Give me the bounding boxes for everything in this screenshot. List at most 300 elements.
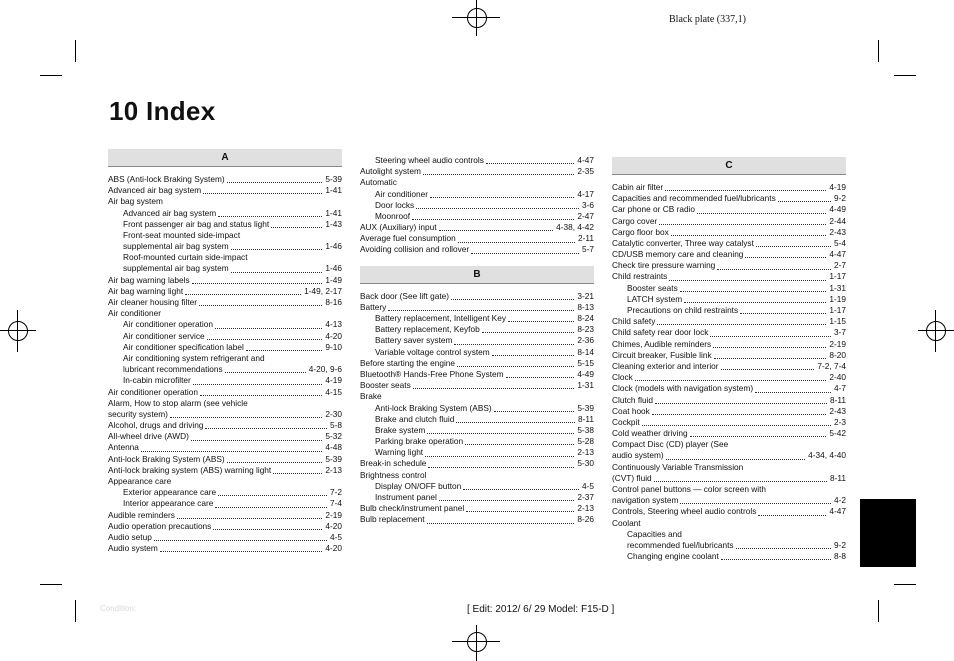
index-entry: Capacities and (627, 528, 682, 539)
dot-leader (273, 473, 322, 474)
dot-leader (213, 529, 322, 530)
index-entry (108, 487, 342, 498)
index-entry (612, 506, 846, 517)
entry-page: 5-39 (577, 402, 594, 413)
index-entry (108, 532, 342, 543)
dot-leader (755, 392, 831, 393)
entry-term: Air bag warning labels (108, 274, 190, 285)
index-entry (612, 305, 846, 316)
entry-page: 4-19 (829, 181, 846, 192)
entry-term: Interior appearance care (123, 498, 214, 509)
index-entry (108, 319, 342, 330)
entry-term: Steering wheel audio controls (375, 154, 484, 165)
entry-page: 2-19 (325, 509, 342, 520)
entry-term: Anti-lock Braking System (ABS) (108, 453, 225, 464)
dot-leader (486, 163, 575, 164)
index-entry (360, 222, 594, 233)
index-entry (360, 414, 594, 425)
registration-mark (0, 330, 36, 331)
index-entry (108, 174, 342, 185)
index-entry (612, 339, 846, 350)
entry-term: Child restraints (612, 271, 668, 282)
crop-mark (40, 584, 62, 585)
dot-leader (721, 369, 815, 370)
entry-page: 3-6 (582, 199, 594, 210)
index-entry (612, 182, 846, 193)
dot-leader (388, 310, 574, 311)
entry-term: Brake and clutch fluid (375, 413, 455, 424)
dot-leader (207, 339, 323, 340)
registration-mark (918, 330, 954, 331)
dot-leader (721, 559, 831, 560)
dot-leader (778, 201, 831, 202)
entry-term: audio system) (612, 450, 664, 461)
entry-term: Circuit breaker, Fusible link (612, 349, 712, 360)
dot-leader (225, 372, 306, 373)
entry-page: 4-19 (325, 375, 342, 386)
dot-leader (416, 208, 579, 209)
entry-page: 4-15 (325, 386, 342, 397)
dot-leader (457, 366, 574, 367)
entry-term: ABS (Anti-lock Braking System) (108, 173, 225, 184)
entry-page: 5-4 (834, 237, 846, 248)
entry-term: Cleaning exterior and interior (612, 360, 719, 371)
dot-leader (185, 294, 301, 295)
section-header-c: C (612, 157, 846, 175)
entry-page: 4-49 (829, 204, 846, 215)
index-entry (612, 272, 846, 283)
entry-page: 2-43 (829, 226, 846, 237)
entry-term: Bulb replacement (360, 514, 425, 525)
index-entry (612, 372, 846, 383)
dot-leader (642, 425, 831, 426)
index-entry (360, 503, 594, 514)
dot-leader (508, 321, 574, 322)
index-entry (108, 420, 342, 431)
dot-leader (745, 257, 826, 258)
entry-term: Car phone or CB radio (612, 204, 696, 215)
registration-mark (935, 310, 936, 352)
crop-mark (894, 75, 916, 76)
index-entry (612, 451, 846, 462)
entry-term: AUX (Auxiliary) input (360, 222, 437, 233)
dot-leader (652, 414, 827, 415)
dot-leader (690, 436, 827, 437)
dot-leader (423, 174, 575, 175)
dot-leader (177, 518, 323, 519)
index-entry (108, 510, 342, 521)
index-entry (612, 238, 846, 249)
dot-leader (160, 551, 323, 552)
dot-leader (635, 380, 827, 381)
index-entry (360, 324, 594, 335)
entry-term: Average fuel consumption (360, 233, 456, 244)
index-entry (612, 473, 846, 484)
entry-page: 8-23 (577, 324, 594, 335)
dot-leader (463, 489, 579, 490)
entry-term: Catalytic converter, Three way catalyst (612, 237, 754, 248)
dot-leader (740, 313, 826, 314)
dot-leader (203, 193, 322, 194)
entry-page: 8-26 (577, 514, 594, 525)
entry-term: In-cabin microfilter (123, 375, 191, 386)
entry-page: 2-3 (834, 416, 846, 427)
page-title: 10 Index (109, 96, 216, 126)
dot-leader (428, 467, 574, 468)
entry-page: 3-21 (577, 290, 594, 301)
index-entry (360, 189, 594, 200)
entry-page: 4-5 (330, 531, 342, 542)
dot-leader (736, 548, 831, 549)
edit-footer: [ Edit: 2012/ 6/ 29 Model: F15-D ] (467, 604, 615, 615)
dot-leader (506, 377, 575, 378)
index-entry (360, 313, 594, 324)
index-entry (360, 233, 594, 244)
entry-page: 5-8 (330, 420, 342, 431)
entry-term: Antenna (108, 442, 139, 453)
entry-page: 1-41 (325, 185, 342, 196)
entry-term: Audible reminders (108, 509, 175, 520)
index-entry: Continuously Variable Transmission (612, 461, 744, 472)
entry-term: Audio operation precautions (108, 520, 212, 531)
entry-term: Air conditioner service (123, 330, 205, 341)
entry-page: 1-31 (577, 380, 594, 391)
dot-leader (680, 503, 831, 504)
dot-leader (471, 253, 579, 254)
dot-leader (430, 197, 574, 198)
index-entry (612, 227, 846, 238)
dot-leader (669, 280, 826, 281)
dot-leader (494, 411, 575, 412)
crop-mark (75, 40, 76, 62)
entry-page: 7-4 (330, 498, 342, 509)
entry-page: 5-7 (582, 244, 594, 255)
registration-mark (17, 310, 18, 352)
entry-page: 8-13 (577, 301, 594, 312)
thumb-tab (860, 499, 916, 567)
entry-term: Controls, Steering wheel audio controls (612, 506, 757, 517)
dot-leader (710, 336, 831, 337)
entry-term: Check tire pressure warning (612, 260, 716, 271)
entry-term: (CVT) fluid (612, 472, 652, 483)
index-entry (360, 436, 594, 447)
entry-page: 2-11 (578, 233, 594, 244)
entry-page: 4-5 (582, 480, 594, 491)
entry-term: Parking brake operation (375, 436, 464, 447)
condition-label: Condition: (100, 604, 137, 613)
dot-leader (231, 249, 323, 250)
entry-term: Precautions on child restraints (627, 305, 739, 316)
index-entry (360, 291, 594, 302)
registration-mark (926, 321, 946, 341)
dot-leader (458, 242, 575, 243)
entry-term: Advanced air bag system (123, 207, 217, 218)
entry-term: Instrument panel (375, 492, 437, 503)
entry-list-a (108, 174, 342, 554)
index-column-3 (612, 157, 846, 562)
entry-term: supplemental air bag system (123, 263, 229, 274)
index-entry (360, 380, 594, 391)
plate-label: Black plate (337,1) (669, 14, 746, 25)
entry-page: 2-13 (325, 464, 342, 475)
entry-term: Air cleaner housing filter (108, 297, 198, 308)
index-entry (360, 481, 594, 492)
entry-page: 5-39 (325, 173, 342, 184)
entry-term: lubricant recommendations (123, 364, 223, 375)
entry-term: Air conditioner operation (123, 319, 213, 330)
entry-page: 4-20, 9-6 (308, 364, 342, 375)
dot-leader (717, 269, 831, 270)
index-entry: Automatic (360, 177, 397, 188)
dot-leader (192, 283, 323, 284)
index-entry (360, 302, 594, 313)
entry-page: 2-37 (577, 492, 594, 503)
entry-term: Capacities and recommended fuel/lubricants (612, 193, 776, 204)
entry-page: 2-19 (829, 338, 846, 349)
index-entry (360, 459, 594, 470)
index-entry (612, 283, 846, 294)
entry-term: Audio system (108, 543, 158, 554)
dot-leader (466, 511, 574, 512)
index-entry (108, 409, 342, 420)
entry-page: 8-14 (577, 346, 594, 357)
dot-leader (482, 332, 575, 333)
dot-leader (684, 302, 826, 303)
entry-term: Child safety (612, 316, 656, 327)
entry-term: Booster seats (627, 282, 678, 293)
entry-page: 8-11 (578, 413, 594, 424)
entry-page: 3-7 (834, 327, 846, 338)
entry-term: LATCH system (627, 293, 683, 304)
section-header-b: B (360, 266, 594, 284)
entry-term: security system) (108, 408, 168, 419)
entry-term: Air conditioner (375, 188, 429, 199)
entry-page: 5-39 (325, 453, 342, 464)
index-entry (612, 316, 846, 327)
dot-leader (714, 358, 827, 359)
index-entry (612, 327, 846, 338)
entry-page: 1-17 (829, 271, 846, 282)
entry-page: 2-43 (829, 405, 846, 416)
entry-page: 2-44 (829, 215, 846, 226)
index-entry (360, 514, 594, 525)
entry-term: Before starting the engine (360, 357, 456, 368)
entry-page: 5-32 (325, 431, 342, 442)
index-entry (108, 454, 342, 465)
index-entry: Brightness control (360, 469, 427, 480)
index-entry (612, 260, 846, 271)
entry-term: Coat hook (612, 405, 650, 416)
dot-leader (454, 344, 574, 345)
index-entry (108, 431, 342, 442)
index-entry: Control panel buttons — color screen with (612, 484, 767, 495)
entry-term: Battery saver system (375, 335, 453, 346)
index-entry (360, 358, 594, 369)
dot-leader (412, 219, 574, 220)
crop-mark (894, 584, 916, 585)
dot-leader (451, 299, 574, 300)
entry-page: 4-38, 4-42 (556, 222, 594, 233)
entry-page: 4-47 (577, 154, 594, 165)
index-entry (108, 331, 342, 342)
index-entry (108, 208, 342, 219)
index-entry (108, 342, 342, 353)
dot-leader (697, 213, 826, 214)
dot-leader (655, 403, 827, 404)
crop-mark (75, 600, 76, 622)
entry-page: 4-49 (577, 368, 594, 379)
dot-leader (170, 417, 322, 418)
entry-page: 9-2 (834, 193, 846, 204)
index-entry (612, 551, 846, 562)
index-entry (612, 361, 846, 372)
dot-leader (271, 227, 322, 228)
index-column-2 (360, 155, 594, 526)
entry-page: 5-30 (577, 458, 594, 469)
entry-term: Booster seats (360, 380, 411, 391)
dot-leader (680, 291, 827, 292)
index-entry (360, 335, 594, 346)
crop-mark (40, 75, 62, 76)
entry-term: Cargo floor box (612, 226, 669, 237)
entry-term: Cold weather driving (612, 428, 688, 439)
index-entry (108, 387, 342, 398)
entry-term: Anti-lock braking system (ABS) warning light (108, 464, 272, 475)
entry-term: Autolight system (360, 166, 421, 177)
index-entry: Air bag system (108, 196, 163, 207)
entry-term: Cabin air filter (612, 181, 664, 192)
entry-page: 5-28 (577, 436, 594, 447)
entry-page: 8-8 (834, 551, 846, 562)
dot-leader (193, 384, 323, 385)
index-column-1 (108, 149, 342, 554)
dot-leader (141, 451, 322, 452)
index-entry (612, 495, 846, 506)
entry-page: 1-17 (829, 305, 846, 316)
entry-page: 4-34, 4-40 (808, 450, 846, 461)
entry-page: 5-15 (577, 357, 594, 368)
entry-term: supplemental air bag system (123, 241, 229, 252)
index-entry: Roof-mounted curtain side-impact (123, 252, 248, 263)
entry-term: Cargo cover (612, 215, 658, 226)
dot-leader (439, 230, 554, 231)
entry-list-b (360, 291, 594, 526)
entry-page: 8-11 (830, 394, 846, 405)
dot-leader (439, 500, 575, 501)
entry-page: 1-46 (325, 263, 342, 274)
registration-mark (452, 17, 500, 18)
index-entry: Coolant (612, 517, 641, 528)
entry-term: Battery replacement, Intelligent Key (375, 313, 506, 324)
index-entry (108, 219, 342, 230)
entry-term: Bluetooth® Hands-Free Phone System (360, 368, 504, 379)
entry-term: Clock (models with navigation system) (612, 383, 754, 394)
index-entry (108, 375, 342, 386)
dot-leader (200, 395, 322, 396)
index-entry (360, 492, 594, 503)
index-entry (108, 297, 342, 308)
entry-term: Front passenger air bag and status light (123, 218, 270, 229)
index-entry (612, 216, 846, 227)
entry-term: Break-in schedule (360, 458, 427, 469)
index-entry (360, 155, 594, 166)
index-entry (360, 347, 594, 358)
index-entry (360, 447, 594, 458)
entry-page: 1-31 (829, 282, 846, 293)
index-entry (108, 241, 342, 252)
entry-term: Display ON/OFF button (375, 480, 462, 491)
entry-term: Door locks (375, 199, 415, 210)
entry-term: Battery replacement, Keyfob (375, 324, 480, 335)
index-entry: Front-seat mounted side-impact (123, 229, 241, 240)
registration-mark (476, 0, 477, 36)
entry-page: 4-20 (325, 520, 342, 531)
dot-leader (654, 481, 827, 482)
entry-page: 2-7 (834, 260, 846, 271)
index-entry (360, 166, 594, 177)
dot-leader (758, 515, 826, 516)
registration-mark (8, 321, 28, 341)
index-entry (108, 364, 342, 375)
registration-mark (452, 641, 500, 642)
dot-leader (215, 507, 327, 508)
entry-term: navigation system (612, 495, 679, 506)
entry-term: Exterior appearance care (123, 487, 217, 498)
entry-term: Child safety rear door lock (612, 327, 709, 338)
dot-leader (456, 422, 575, 423)
entry-term: Battery (360, 301, 387, 312)
section-header-a: A (108, 149, 342, 167)
dot-leader (666, 459, 806, 460)
entry-page: 2-30 (325, 408, 342, 419)
index-entry (108, 264, 342, 275)
index-entry (108, 443, 342, 454)
entry-term: Variable voltage control system (375, 346, 490, 357)
crop-mark (878, 40, 879, 62)
entry-page: 5-38 (577, 424, 594, 435)
dot-leader (427, 433, 574, 434)
dot-leader (218, 495, 327, 496)
entry-page: 2-13 (577, 503, 594, 514)
entry-term: Back door (See lift gate) (360, 290, 450, 301)
entry-term: Air conditioner operation (108, 386, 198, 397)
entry-term: Bulb check/instrument panel (360, 503, 465, 514)
index-entry (108, 185, 342, 196)
dot-leader (227, 462, 323, 463)
entry-term: Alcohol, drugs and driving (108, 420, 204, 431)
index-entry (612, 406, 846, 417)
entry-page: 4-17 (577, 188, 594, 199)
entry-term: Moonroof (375, 210, 411, 221)
index-entry: Alarm, How to stop alarm (see vehicle (108, 397, 248, 408)
dot-leader (191, 440, 323, 441)
entry-page: 8-20 (829, 349, 846, 360)
entry-page: 4-13 (325, 319, 342, 330)
entry-term: Air bag warning light (108, 285, 184, 296)
entry-page: 2-40 (829, 372, 846, 383)
entry-term: Anti-lock Braking System (ABS) (375, 402, 492, 413)
entry-term: Advanced air bag system (108, 185, 202, 196)
entry-term: Changing engine coolant (627, 551, 719, 562)
entry-page: 1-46 (325, 241, 342, 252)
entry-term: CD/USB memory care and cleaning (612, 249, 744, 260)
entry-term: Avoiding collision and rollover (360, 244, 470, 255)
dot-leader (671, 235, 827, 236)
entry-page: 4-47 (829, 506, 846, 517)
entry-term: recommended fuel/lubricants (627, 539, 734, 550)
registration-mark (467, 8, 487, 28)
registration-mark (467, 632, 487, 652)
